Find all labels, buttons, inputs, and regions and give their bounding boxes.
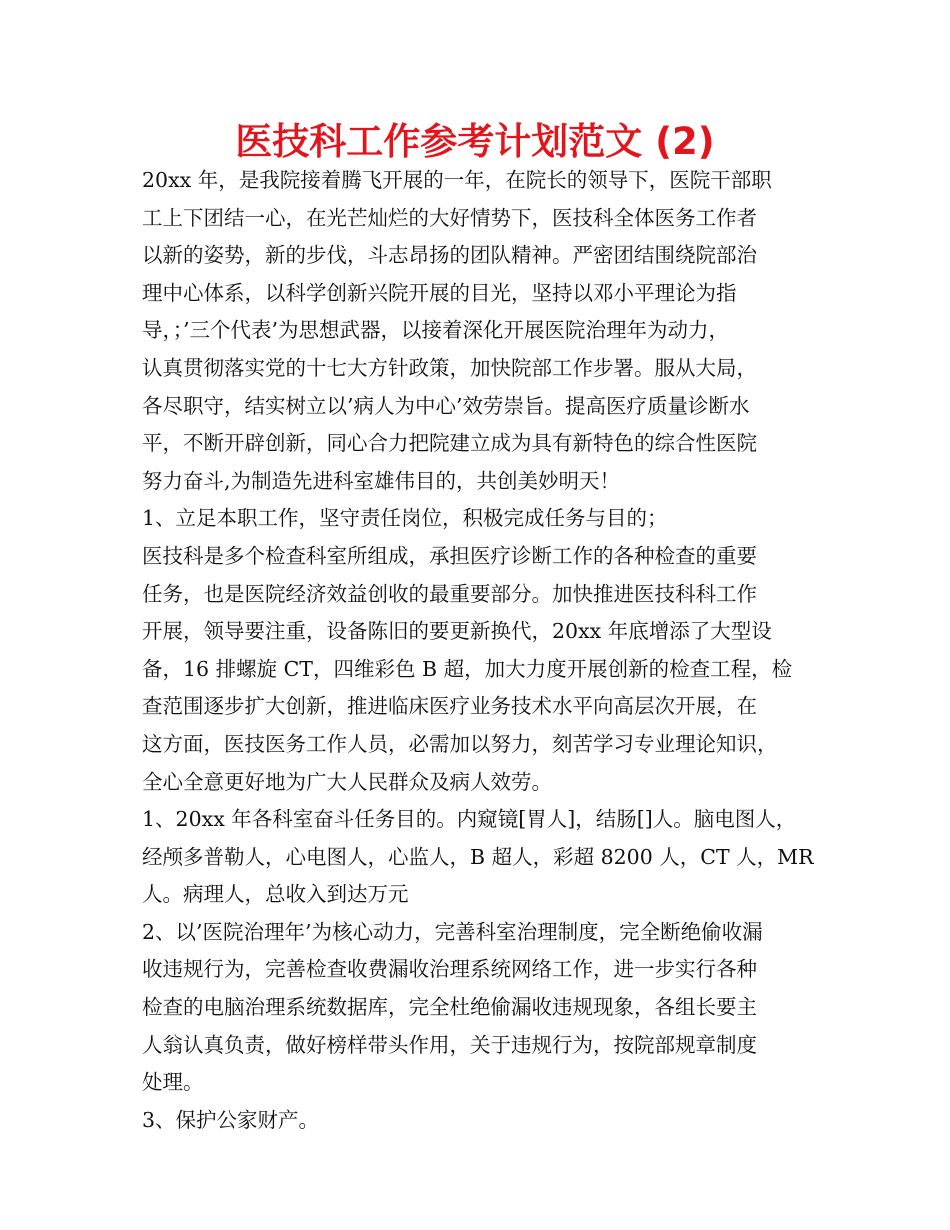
body-line: 认真贯彻落实党的十七大方针政策，加快院部工作步署。服从大局， — [142, 355, 757, 380]
body-line: 查范围逐步扩大创新，推进临床医疗业务技术水平向高层次开展，在 — [142, 694, 757, 719]
body-line: 备，16 排螺旋 CT，四维彩色 B 超，加大力度开展创新的检查工程，检 — [142, 656, 793, 681]
body-line: 努力奋斗,为制造先进科室雄伟目的，共创美妙明天！ — [142, 468, 621, 493]
document-title: 医技科工作参考计划范文 (2) — [235, 120, 715, 163]
body-line: 导，；’三个代表’为思想武器，以接着深化开展医院治理年为动力， — [142, 318, 730, 343]
body-line: 1、20xx 年各科室奋斗任务目的。内窥镜[胃人]，结肠[]人。脑电图人， — [142, 807, 797, 832]
document-body — [142, 162, 822, 1139]
body-line: 人。病理人，总收入到达万元 — [142, 882, 409, 907]
body-line: 3、保护公家财产。 — [142, 1107, 320, 1132]
body-line: 检查的电脑治理系统数据库，完全杜绝偷漏收违规现象，各组长要主 — [142, 995, 757, 1020]
body-line: 理中心体系，以科学创新兴院开展的目光，坚持以邓小平理论为指 — [142, 280, 737, 305]
body-line: 工上下团结一心，在光芒灿烂的大好情势下，医技科全体医务工作者 — [142, 205, 757, 230]
body-line: 任务，也是医院经济效益创收的最重要部分。加快推进医技科科工作 — [142, 581, 757, 606]
body-line: 各尽职守，结实树立以’病人为中心’效劳崇旨。提高医疗质量诊断水 — [142, 393, 750, 418]
body-line: 1、立足本职工作，坚守责任岗位，积极完成任务与目的； — [142, 506, 668, 531]
body-line: 处理。 — [142, 1070, 204, 1095]
body-line: 20xx 年，是我院接着腾飞开展的一年，在院长的领导下，医院干部职 — [142, 168, 772, 192]
body-line: 这方面，医技医务工作人员，必需加以努力，刻苦学习专业理论知识， — [142, 731, 778, 756]
body-line: 2、以’医院治理年’为核心动力，完善科室治理制度，完全断绝偷收漏 — [142, 919, 763, 944]
body-line: 人翁认真负责，做好榜样带头作用，关于违规行为，按院部规章制度 — [142, 1032, 757, 1057]
body-line: 收违规行为，完善检查收费漏收治理系统网络工作，进一步实行各种 — [142, 957, 757, 982]
body-line: 以新的姿势，新的步伐，斗志昂扬的团队精神。严密团结围绕院部治 — [142, 243, 757, 268]
body-line: 经颅多普勒人，心电图人，心监人，B 超人，彩超 8200 人，CT 人，MR — [142, 844, 814, 869]
body-line: 平，不断开辟创新，同心合力把院建立成为具有新特色的综合性医院 — [142, 431, 757, 456]
body-line: 开展，领导要注重，设备陈旧的要更新换代，20xx 年底增添了大型设 — [142, 619, 772, 644]
body-line: 全心全意更好地为广大人民群众及病人效劳。 — [142, 769, 552, 794]
body-line: 医技科是多个检查科室所组成，承担医疗诊断工作的各种检查的重要 — [142, 543, 757, 568]
